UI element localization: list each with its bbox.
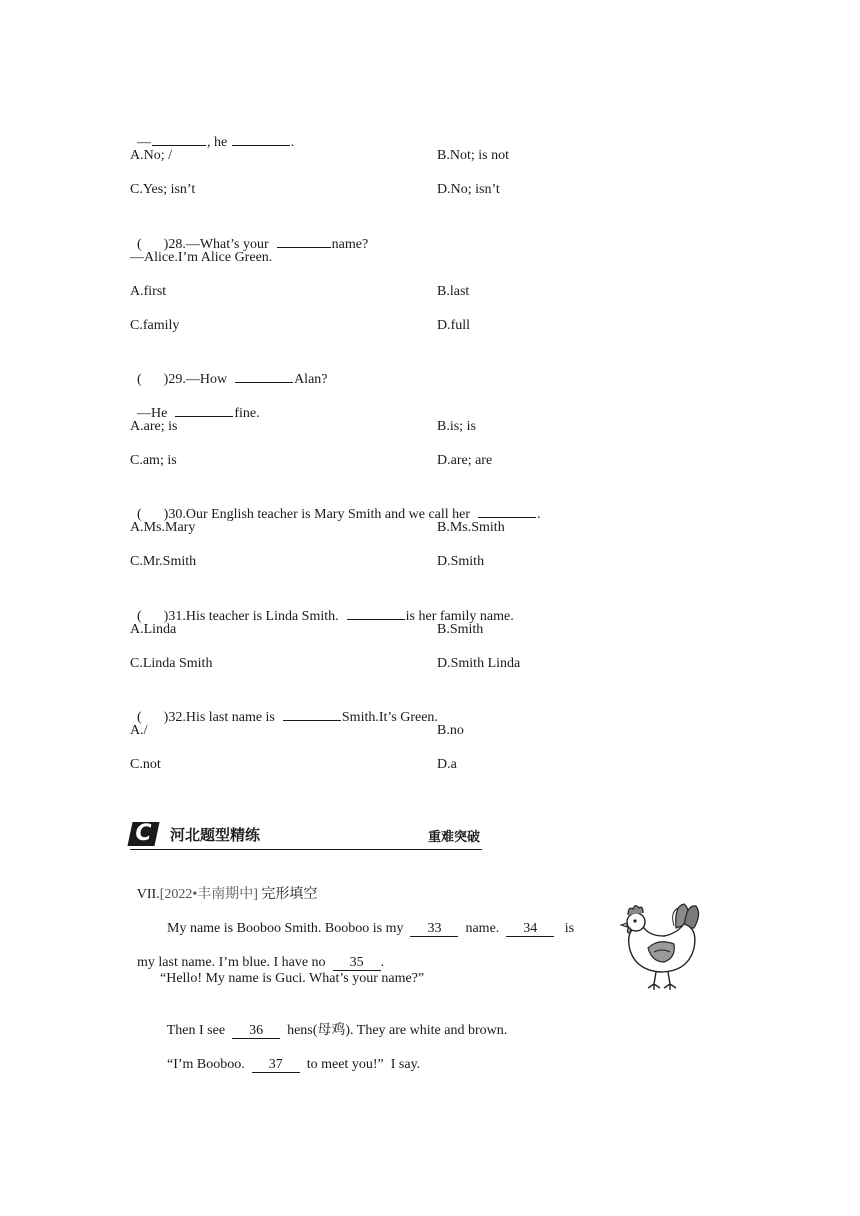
blank <box>175 402 233 417</box>
blank <box>347 605 405 620</box>
answer-paren: ( <box>137 710 142 725</box>
heading-number: VII. <box>136 887 160 902</box>
q31-option-a: A.Linda <box>130 622 177 637</box>
q28-suffix: name? <box>331 237 369 252</box>
passage-text: . <box>380 955 385 970</box>
passage-text: hens(母鸡). They are white and brown. <box>287 1023 508 1038</box>
q29-suffix: Alan? <box>294 372 328 387</box>
passage-line-3: “Hello! My name is Guci. What’s your name?” <box>160 971 425 986</box>
passage-line-4 <box>160 1004 507 1040</box>
passage-line-1 <box>160 902 574 938</box>
passage-text: my last name. I’m blue. I have no <box>137 955 326 970</box>
passage-text: Then I see <box>166 1023 226 1038</box>
answer-paren: ( <box>137 609 142 624</box>
hen-illustration <box>614 898 708 994</box>
q30-option-a: A.Ms.Mary <box>130 520 196 535</box>
section-banner <box>130 820 482 850</box>
q29-prefix: )29.—How <box>163 372 228 387</box>
blank-34: 34 <box>506 921 554 937</box>
heading-type: 完形填空 <box>261 887 318 902</box>
q31-option-c: C.Linda Smith <box>130 656 213 671</box>
q30-prefix: )30.Our English teacher is Mary Smith and we call her <box>163 507 471 522</box>
q28-option-d: D.full <box>437 318 471 333</box>
passage-text: My name is Booboo Smith. Booboo is my <box>167 921 404 936</box>
blank <box>232 131 290 146</box>
q29-line2-prefix: —He <box>137 406 168 421</box>
answer-paren: ( <box>137 507 142 522</box>
answer-paren: ( <box>137 237 142 252</box>
blank-37: 37 <box>252 1057 300 1073</box>
section-letter-badge <box>127 822 159 846</box>
q27-option-c: C.Yes; isn’t <box>130 182 196 197</box>
q28-option-a: A.first <box>130 284 167 299</box>
q29-option-b: B.is; is <box>437 419 476 434</box>
q30-option-b: B.Ms.Smith <box>437 520 505 535</box>
passage-text: to meet you!” I say. <box>306 1057 421 1072</box>
q32-option-b: B.no <box>437 723 464 738</box>
heading-source: [2022•丰南期中] <box>159 887 258 902</box>
blank <box>478 503 536 518</box>
cloze-heading <box>130 868 317 904</box>
q27-mid-text: , he <box>207 135 228 150</box>
q29-line2-suffix: fine. <box>234 406 260 421</box>
dash: — <box>137 135 151 150</box>
blank <box>277 233 331 248</box>
q27-option-b: B.Not; is not <box>437 148 509 163</box>
q28-prefix: )28.—What’s your <box>163 237 269 252</box>
passage-text: is <box>564 921 575 936</box>
section-title: 河北题型精练 <box>170 826 261 844</box>
section-right-label: 重难突破 <box>427 830 480 845</box>
q29-option-a: A.are; is <box>130 419 178 434</box>
q31-option-b: B.Smith <box>437 622 484 637</box>
q27-end: . <box>290 135 295 150</box>
q30-suffix: . <box>537 507 541 522</box>
section-letter: C <box>135 821 152 846</box>
q30-option-c: C.Mr.Smith <box>130 554 197 569</box>
q31-option-d: D.Smith Linda <box>437 656 521 671</box>
q32-option-c: C.not <box>130 757 161 772</box>
q32-suffix: Smith.It’s Green. <box>341 710 438 725</box>
blank <box>235 368 293 383</box>
q29-option-c: C.am; is <box>130 453 177 468</box>
blank-36: 36 <box>232 1023 280 1039</box>
blank <box>283 706 341 721</box>
section-divider <box>130 849 482 850</box>
passage-text: “I’m Booboo. <box>167 1057 245 1072</box>
q31-suffix: is her family name. <box>405 609 514 624</box>
q32-option-d: D.a <box>437 757 457 772</box>
q27-option-a: A.No; / <box>130 148 172 163</box>
q28-option-b: B.last <box>437 284 470 299</box>
blank <box>152 131 206 146</box>
passage-line-5 <box>160 1038 420 1074</box>
q32-stem <box>130 688 438 727</box>
blank-33: 33 <box>410 921 458 937</box>
answer-paren: ( <box>137 372 142 387</box>
q28-answer: —Alice.I’m Alice Green. <box>130 250 273 265</box>
blank-35: 35 <box>333 955 381 971</box>
q28-option-c: C.family <box>130 318 180 333</box>
q30-option-d: D.Smith <box>437 554 485 569</box>
passage-text: name. <box>465 921 500 936</box>
q32-prefix: )32.His last name is <box>163 710 275 725</box>
q29-option-d: D.are; are <box>437 453 493 468</box>
q31-prefix: )31.His teacher is Linda Smith. <box>163 609 339 624</box>
q27-option-d: D.No; isn’t <box>437 182 500 197</box>
passage-line-2 <box>130 936 384 972</box>
q32-option-a: A./ <box>130 723 148 738</box>
